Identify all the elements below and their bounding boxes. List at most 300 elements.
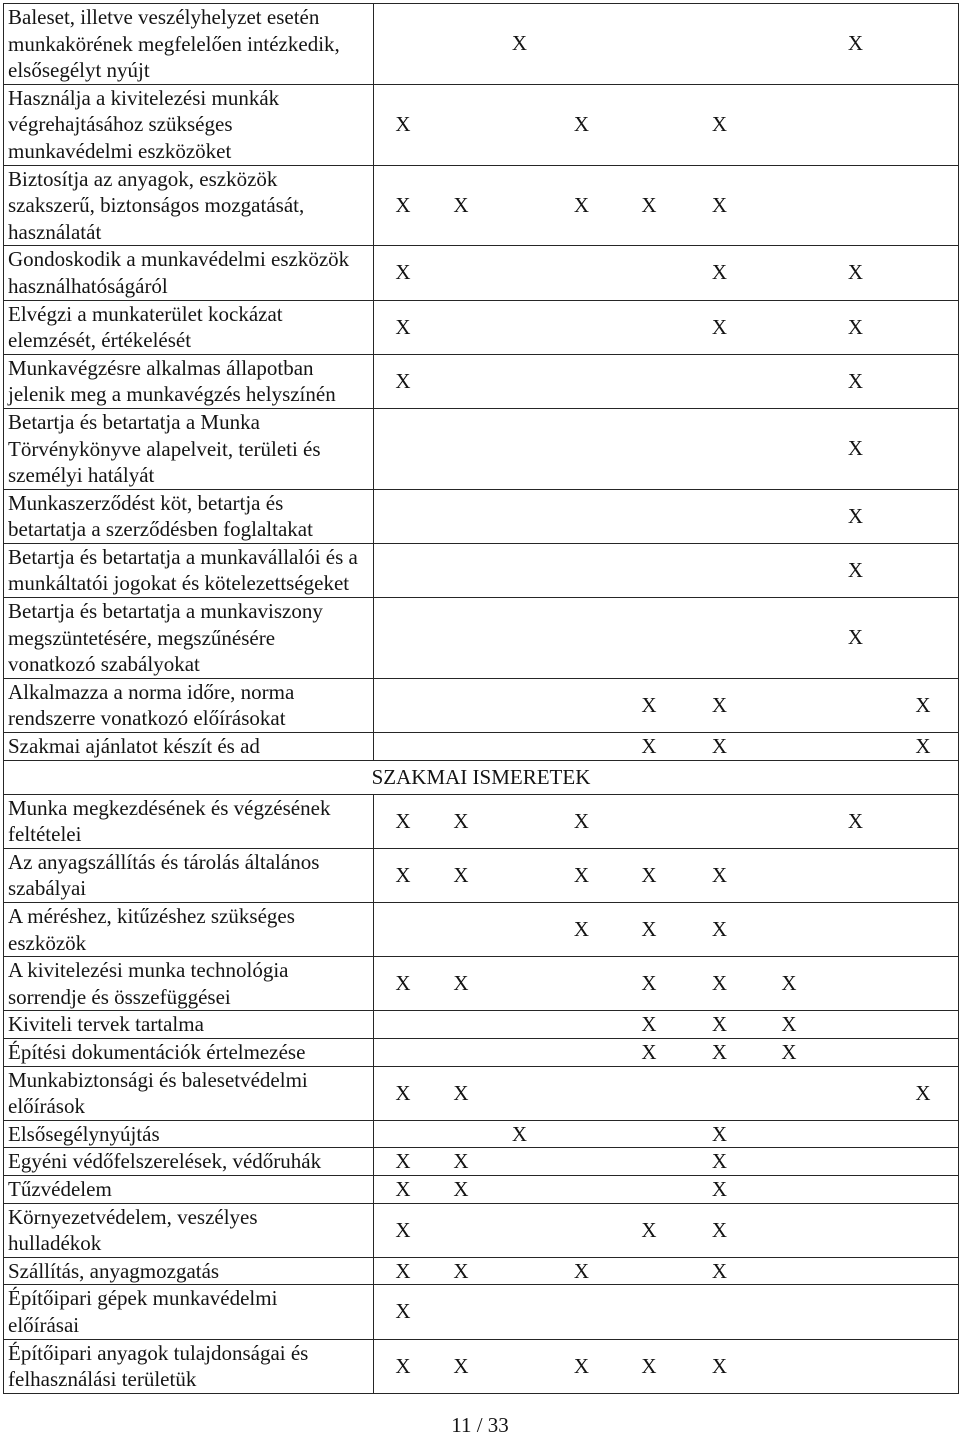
- mark-cell: X: [847, 808, 864, 833]
- row-label-line: Betartja és betartatja a Munka: [8, 409, 260, 434]
- mark-cell: [490, 544, 549, 597]
- mark-cell: [823, 733, 888, 760]
- mark-cell: [549, 1067, 614, 1120]
- mark-cell: [684, 409, 755, 489]
- mark-cell: [614, 1148, 684, 1175]
- mark-cell: X: [711, 862, 728, 887]
- mark-cell: [490, 1258, 549, 1285]
- mark-cell: X: [453, 808, 469, 833]
- table-row: [4, 1258, 958, 1286]
- mark-cell: X: [395, 808, 411, 833]
- row-label-line: Gondoskodik a munkavédelmi eszközök: [8, 247, 350, 272]
- row-label-line: sorrendje és összefüggései: [8, 984, 231, 1009]
- mark-cell: [684, 1067, 755, 1120]
- mark-cell: [888, 85, 958, 165]
- mark-cell: [549, 1148, 614, 1175]
- mark-cell: X: [573, 862, 590, 887]
- mark-cell: [888, 355, 958, 408]
- mark-cell: [755, 1121, 823, 1148]
- mark-cell: [490, 733, 549, 760]
- mark-cell: [614, 490, 684, 543]
- row-label: [4, 1067, 374, 1120]
- mark-cell: X: [641, 862, 657, 887]
- row-label-line: személyi hatályát: [8, 463, 155, 488]
- mark-cell: X: [711, 112, 728, 137]
- mark-cell: [888, 1121, 958, 1148]
- mark-cell: [374, 490, 432, 543]
- mark-cell: [432, 490, 490, 543]
- mark-cell: X: [711, 1012, 728, 1037]
- mark-cell: [549, 490, 614, 543]
- table-row: [4, 409, 958, 490]
- section-heading-row: [4, 761, 958, 795]
- mark-cell: X: [847, 557, 864, 582]
- mark-cell: [755, 1148, 823, 1175]
- mark-cell: [490, 1340, 549, 1393]
- mark-cell: [755, 166, 823, 246]
- mark-cell: [432, 301, 490, 354]
- row-label: [4, 903, 374, 956]
- row-label-line: betartatja a szerződésben foglaltakat: [8, 517, 313, 542]
- mark-cell: [374, 903, 432, 956]
- mark-cell: [432, 544, 490, 597]
- mark-cell: [490, 166, 549, 246]
- mark-cell: [823, 1067, 888, 1120]
- mark-cell: [755, 409, 823, 489]
- mark-cell: X: [395, 1217, 411, 1242]
- mark-cell: [549, 957, 614, 1010]
- mark-cell: X: [711, 314, 728, 339]
- mark-cell: [823, 1011, 888, 1038]
- mark-cell: [490, 355, 549, 408]
- mark-cell: [490, 1176, 549, 1203]
- row-label-line: Biztosítja az anyagok, eszközök: [8, 166, 278, 191]
- row-label-line: vonatkozó szabályokat: [8, 652, 200, 677]
- mark-cell: X: [453, 1353, 469, 1378]
- mark-cell: [755, 1204, 823, 1257]
- mark-cell: [823, 849, 888, 902]
- mark-cell: X: [573, 192, 590, 217]
- mark-cell: [490, 795, 549, 848]
- mark-cell: [755, 849, 823, 902]
- mark-cell: [432, 733, 490, 760]
- row-label-line: Elvégzi a munkaterület kockázat: [8, 301, 283, 326]
- table-row: [4, 795, 958, 849]
- mark-cell: [888, 246, 958, 299]
- table-row: [4, 849, 958, 903]
- table-row: [4, 733, 958, 761]
- mark-cell: [823, 166, 888, 246]
- table-row: [4, 598, 958, 679]
- mark-cell: [755, 4, 823, 84]
- mark-cell: [432, 1011, 490, 1038]
- mark-cell: X: [641, 692, 657, 717]
- mark-cell: [432, 679, 490, 732]
- mark-cell: X: [573, 917, 590, 942]
- row-label: [4, 679, 374, 732]
- mark-cell: [755, 490, 823, 543]
- mark-cell: [755, 795, 823, 848]
- table-row: [4, 544, 958, 598]
- row-label-line: előírások: [8, 1094, 85, 1119]
- mark-cell: X: [847, 625, 864, 650]
- mark-cell: X: [711, 1039, 728, 1064]
- mark-cell: [614, 4, 684, 84]
- mark-cell: X: [395, 314, 411, 339]
- row-label-line: használatát: [8, 219, 102, 244]
- table-row: [4, 1340, 958, 1394]
- mark-cell: [549, 1011, 614, 1038]
- mark-cell: X: [711, 1121, 728, 1146]
- mark-cell: [614, 795, 684, 848]
- row-label: [4, 4, 374, 84]
- mark-cell: X: [453, 1258, 469, 1283]
- mark-cell: X: [641, 1039, 657, 1064]
- mark-cell: [888, 957, 958, 1010]
- table-row: [4, 490, 958, 544]
- table-row: [4, 1039, 958, 1067]
- row-label-line: A kivitelezési munka technológia: [8, 958, 289, 983]
- mark-cell: X: [711, 1149, 728, 1174]
- mark-cell: [823, 1204, 888, 1257]
- mark-cell: [549, 679, 614, 732]
- mark-cell: [490, 598, 549, 678]
- mark-cell: [614, 246, 684, 299]
- mark-cell: X: [395, 112, 411, 137]
- mark-cell: X: [453, 1176, 469, 1201]
- row-label: [4, 85, 374, 165]
- mark-cell: [549, 246, 614, 299]
- mark-cell: X: [915, 733, 931, 758]
- mark-cell: X: [847, 31, 864, 56]
- mark-cell: X: [395, 1353, 411, 1378]
- mark-cell: X: [641, 1353, 657, 1378]
- mark-cell: X: [641, 917, 657, 942]
- mark-cell: [490, 1067, 549, 1120]
- mark-cell: [888, 1340, 958, 1393]
- row-label: [4, 733, 374, 760]
- mark-cell: [888, 1011, 958, 1038]
- table-row: [4, 4, 958, 85]
- mark-cell: [549, 544, 614, 597]
- mark-cell: [684, 544, 755, 597]
- row-label-line: Környezetvédelem, veszélyes: [8, 1204, 258, 1229]
- mark-cell: [684, 355, 755, 408]
- row-label: [4, 355, 374, 408]
- mark-cell: X: [453, 971, 469, 996]
- table-row: [4, 1011, 958, 1039]
- mark-cell: [755, 1258, 823, 1285]
- row-label-line: elemzését, értékelését: [8, 328, 192, 353]
- mark-cell: X: [395, 192, 411, 217]
- mark-cell: [888, 903, 958, 956]
- row-label: [4, 957, 374, 1010]
- mark-cell: X: [511, 1121, 528, 1146]
- mark-cell: [614, 409, 684, 489]
- mark-cell: [755, 903, 823, 956]
- row-label: [4, 849, 374, 902]
- row-label: [4, 1121, 374, 1148]
- mark-cell: [432, 355, 490, 408]
- row-label: [4, 1204, 374, 1257]
- mark-cell: [432, 1285, 490, 1338]
- mark-cell: [823, 85, 888, 165]
- row-label: [4, 166, 374, 246]
- mark-cell: [888, 1039, 958, 1066]
- row-label-line: Munka megkezdésének és végzésének: [8, 795, 331, 820]
- row-label: [4, 795, 374, 848]
- row-label-line: Használja a kivitelezési munkák: [8, 85, 280, 110]
- mark-cell: [614, 1067, 684, 1120]
- mark-cell: [374, 598, 432, 678]
- row-label-line: Kiviteli tervek tartalma: [8, 1012, 204, 1037]
- mark-cell: X: [847, 260, 864, 285]
- mark-cell: X: [395, 971, 411, 996]
- row-label-line: használhatóságáról: [8, 273, 168, 298]
- mark-cell: [549, 301, 614, 354]
- row-label: [4, 1148, 374, 1175]
- table-row: [4, 1176, 958, 1204]
- mark-cell: [614, 301, 684, 354]
- mark-cell: [432, 598, 490, 678]
- mark-cell: [549, 4, 614, 84]
- row-label: [4, 1039, 374, 1066]
- row-label-line: Építőipari anyagok tulajdonságai és: [8, 1340, 309, 1365]
- mark-cell: X: [395, 1176, 411, 1201]
- row-label-line: felhasználási területük: [8, 1367, 197, 1392]
- mark-cell: [888, 1258, 958, 1285]
- mark-cell: X: [641, 733, 657, 758]
- row-label: [4, 544, 374, 597]
- mark-cell: [888, 544, 958, 597]
- mark-cell: [614, 598, 684, 678]
- mark-cell: [684, 795, 755, 848]
- row-label-line: Munkavégzésre alkalmas állapotban: [8, 355, 314, 380]
- mark-cell: [755, 733, 823, 760]
- mark-cell: X: [711, 692, 728, 717]
- mark-cell: X: [395, 1080, 411, 1105]
- mark-cell: [755, 301, 823, 354]
- mark-cell: [888, 166, 958, 246]
- mark-cell: [755, 1067, 823, 1120]
- row-label: [4, 246, 374, 299]
- mark-cell: X: [781, 1039, 797, 1064]
- mark-cell: [614, 1285, 684, 1338]
- mark-cell: [755, 1340, 823, 1393]
- row-label-line: szakszerű, biztonságos mozgatását,: [8, 193, 305, 218]
- mark-cell: [432, 1121, 490, 1148]
- page-number: 11 / 33: [451, 1413, 509, 1437]
- row-label-line: jelenik meg a munkavégzés helyszínén: [8, 382, 336, 407]
- mark-cell: [490, 490, 549, 543]
- row-label-line: Betartja és betartatja a munkaviszony: [8, 599, 323, 624]
- mark-cell: [374, 1011, 432, 1038]
- row-label-line: feltételei: [8, 822, 82, 847]
- mark-cell: [755, 85, 823, 165]
- mark-cell: [684, 598, 755, 678]
- mark-cell: [614, 355, 684, 408]
- mark-cell: [888, 849, 958, 902]
- mark-cell: X: [395, 368, 411, 393]
- table-row: [4, 903, 958, 957]
- mark-cell: X: [395, 1258, 411, 1283]
- row-label-line: munkáltatói jogokat és kötelezettségeket: [8, 571, 350, 596]
- mark-cell: X: [847, 503, 864, 528]
- competency-table: [3, 3, 959, 1394]
- row-label: [4, 409, 374, 489]
- table-row: [4, 1067, 958, 1121]
- table-row: [4, 1204, 958, 1258]
- mark-cell: [823, 1340, 888, 1393]
- mark-cell: [755, 355, 823, 408]
- table-row: [4, 166, 958, 247]
- mark-cell: X: [711, 733, 728, 758]
- mark-cell: [823, 957, 888, 1010]
- mark-cell: X: [711, 260, 728, 285]
- mark-cell: [374, 679, 432, 732]
- mark-cell: X: [395, 862, 411, 887]
- mark-cell: [549, 1039, 614, 1066]
- row-label-line: Elsősegélynyújtás: [8, 1121, 160, 1146]
- mark-cell: [614, 1176, 684, 1203]
- mark-cell: [684, 4, 755, 84]
- mark-cell: X: [711, 1176, 728, 1201]
- mark-cell: [755, 1285, 823, 1338]
- mark-cell: [374, 4, 432, 84]
- mark-cell: [432, 1039, 490, 1066]
- mark-cell: [888, 1176, 958, 1203]
- mark-cell: [888, 1285, 958, 1338]
- mark-cell: [490, 957, 549, 1010]
- row-label-line: szabályai: [8, 876, 87, 901]
- mark-cell: [755, 544, 823, 597]
- mark-cell: X: [395, 1299, 411, 1324]
- mark-cell: X: [573, 808, 590, 833]
- mark-cell: [888, 1148, 958, 1175]
- mark-cell: X: [847, 314, 864, 339]
- mark-cell: [490, 85, 549, 165]
- mark-cell: [490, 679, 549, 732]
- table-row: [4, 355, 958, 409]
- mark-cell: [823, 1121, 888, 1148]
- mark-cell: X: [781, 1012, 797, 1037]
- mark-cell: X: [395, 1149, 411, 1174]
- mark-cell: [490, 1011, 549, 1038]
- row-label-line: Alkalmazza a norma időre, norma: [8, 679, 295, 704]
- table-row: [4, 301, 958, 355]
- row-label-line: Munkaszerződést köt, betartja és: [8, 490, 284, 515]
- row-label-line: Munkabiztonsági és balesetvédelmi: [8, 1067, 308, 1092]
- mark-cell: X: [453, 1080, 469, 1105]
- mark-cell: X: [453, 862, 469, 887]
- mark-cell: X: [641, 1217, 657, 1242]
- row-label-line: Szakmai ajánlatot készít és ad: [8, 734, 260, 759]
- row-label-line: előírásai: [8, 1312, 80, 1337]
- row-label-line: Szállítás, anyagmozgatás: [8, 1258, 220, 1283]
- row-label: [4, 301, 374, 354]
- row-label-line: Tűzvédelem: [8, 1176, 112, 1201]
- mark-cell: [490, 849, 549, 902]
- mark-cell: [755, 598, 823, 678]
- mark-cell: [684, 1285, 755, 1338]
- mark-cell: X: [711, 971, 728, 996]
- mark-cell: [614, 1121, 684, 1148]
- mark-cell: [374, 1039, 432, 1066]
- mark-cell: X: [511, 31, 528, 56]
- mark-cell: [490, 1039, 549, 1066]
- mark-cell: [823, 1148, 888, 1175]
- mark-cell: [614, 85, 684, 165]
- row-label-line: Betartja és betartatja a munkavállalói és a: [8, 544, 358, 569]
- mark-cell: X: [453, 192, 469, 217]
- mark-cell: [823, 679, 888, 732]
- mark-cell: X: [573, 112, 590, 137]
- mark-cell: X: [641, 1012, 657, 1037]
- row-label-line: rendszerre vonatkozó előírásokat: [8, 706, 286, 731]
- row-label: [4, 1258, 374, 1285]
- mark-cell: [432, 409, 490, 489]
- mark-cell: [490, 301, 549, 354]
- mark-cell: X: [711, 1353, 728, 1378]
- row-label-line: munkakörének megfelelően intézkedik,: [8, 31, 340, 56]
- table-row: [4, 1121, 958, 1149]
- mark-cell: [490, 1285, 549, 1338]
- mark-cell: [888, 1204, 958, 1257]
- row-label-line: Egyéni védőfelszerelések, védőruhák: [8, 1149, 322, 1174]
- mark-cell: X: [915, 1080, 931, 1105]
- row-label: [4, 1011, 374, 1038]
- mark-cell: [549, 1176, 614, 1203]
- mark-cell: [823, 1285, 888, 1338]
- mark-cell: X: [573, 1258, 590, 1283]
- mark-cell: [490, 409, 549, 489]
- mark-cell: X: [573, 1353, 590, 1378]
- mark-cell: [823, 903, 888, 956]
- mark-cell: [755, 1176, 823, 1203]
- mark-cell: [432, 4, 490, 84]
- row-label: [4, 598, 374, 678]
- mark-cell: [432, 85, 490, 165]
- mark-cell: [549, 1121, 614, 1148]
- mark-cell: [549, 733, 614, 760]
- mark-cell: [374, 1121, 432, 1148]
- mark-cell: [888, 795, 958, 848]
- mark-cell: [549, 1285, 614, 1338]
- row-label: [4, 490, 374, 543]
- mark-cell: X: [711, 917, 728, 942]
- mark-cell: [374, 544, 432, 597]
- table-row: [4, 957, 958, 1011]
- mark-cell: X: [847, 368, 864, 393]
- mark-cell: [490, 1204, 549, 1257]
- mark-cell: [888, 490, 958, 543]
- row-label-line: elsősegélyt nyújt: [8, 58, 150, 83]
- mark-cell: [888, 409, 958, 489]
- row-label-line: Törvénykönyve alapelveit, területi és: [8, 436, 321, 461]
- row-label-line: A méréshez, kitűzéshez szükséges: [8, 904, 295, 928]
- row-label-line: eszközök: [8, 930, 87, 955]
- mark-cell: [432, 903, 490, 956]
- row-label: [4, 1340, 374, 1393]
- mark-cell: [549, 1204, 614, 1257]
- row-label-line: végrehajtásához szükséges: [8, 112, 233, 137]
- mark-cell: [684, 490, 755, 543]
- mark-cell: X: [711, 1258, 728, 1283]
- mark-cell: [888, 598, 958, 678]
- table-row: [4, 1285, 958, 1339]
- mark-cell: [823, 1039, 888, 1066]
- mark-cell: X: [453, 1149, 469, 1174]
